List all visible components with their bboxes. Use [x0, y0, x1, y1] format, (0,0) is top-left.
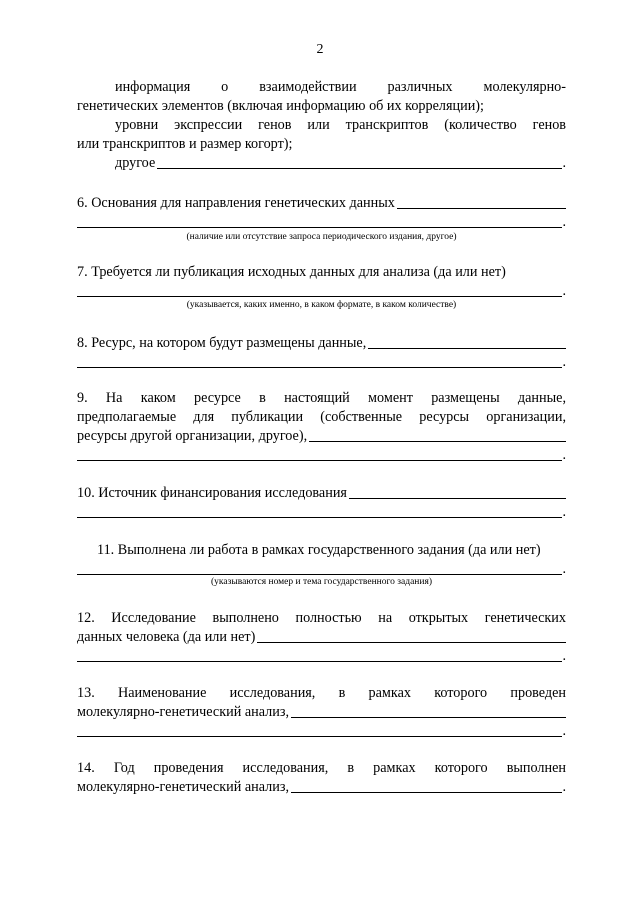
item-9-label: ресурсы другой организации, другое),	[77, 428, 308, 444]
end-mark: .	[562, 214, 566, 230]
item-8-field-line2[interactable]	[77, 367, 562, 368]
item-8-label: 8. Ресурс, на котором будут размещены данные,	[77, 335, 367, 351]
paragraph-interactions: информация о взаимодействии различных молекулярно-	[115, 79, 566, 95]
item-14-label: молекулярно-генетический анализ,	[77, 779, 289, 795]
item-6-field-line2[interactable]	[77, 227, 562, 228]
end-mark: .	[562, 155, 566, 171]
other-label: другое	[115, 155, 156, 171]
item-8-field[interactable]	[368, 334, 566, 349]
item-14	[77, 759, 566, 797]
end-mark: .	[562, 723, 566, 739]
item-6	[77, 194, 566, 232]
item-10-field-line2[interactable]	[77, 517, 562, 518]
item-11-field[interactable]	[77, 574, 562, 575]
item-11-label: 11. Выполнена ли работа в рамках государственного задания (да или нет)	[97, 542, 541, 558]
end-mark: .	[562, 504, 566, 520]
item-14-line1: 14. Год проведения исследования, в рамках которого выполнен	[77, 760, 566, 776]
item-13	[77, 684, 566, 741]
item-13-line1: 13. Наименование исследования, в рамках которого проведен	[77, 685, 566, 701]
item-13-label: молекулярно-генетический анализ,	[77, 704, 289, 720]
other-row	[77, 154, 566, 173]
item-10-label: 10. Источник финансирования исследования	[77, 485, 347, 501]
end-mark: .	[562, 648, 566, 664]
item-9-line1: 9. На каком ресурсе в настоящий момент размещены данные,	[77, 390, 566, 406]
item-14-field[interactable]	[291, 778, 562, 793]
end-mark: .	[562, 354, 566, 370]
other-field[interactable]	[157, 154, 562, 169]
item-6-field[interactable]	[397, 194, 566, 209]
item-12-field[interactable]	[257, 628, 566, 643]
paragraph-interactions-cont: генетических элементов (включая информацию об их корреляции);	[77, 98, 484, 114]
item-7-field[interactable]	[77, 296, 562, 297]
end-mark: .	[562, 561, 566, 577]
item-10-field[interactable]	[349, 484, 566, 499]
item-11	[77, 541, 566, 579]
item-7-label: 7. Требуется ли публикация исходных данных для анализа (да или нет)	[77, 264, 506, 280]
end-mark: .	[562, 779, 566, 795]
item-7	[77, 263, 566, 301]
item-12-line1: 12. Исследование выполнено полностью на открытых генетических	[77, 610, 566, 626]
item-7-note: (указывается, каких именно, в каком формате, в каком количестве)	[186, 300, 457, 310]
item-8	[77, 334, 566, 372]
item-9-line2: предполагаемые для публикации (собственные ресурсы организации,	[77, 409, 566, 425]
paragraph-expression: уровни экспрессии генов или транскриптов (количество генов	[115, 117, 566, 133]
item-13-field-line2[interactable]	[77, 736, 562, 737]
section-intro	[77, 78, 566, 173]
item-9	[77, 389, 566, 465]
item-9-field-line2[interactable]	[77, 460, 562, 461]
item-6-label: 6. Основания для направления генетических данных	[77, 195, 395, 211]
item-10	[77, 484, 566, 522]
item-9-field[interactable]	[309, 427, 566, 442]
item-13-field[interactable]	[291, 703, 566, 718]
item-11-note: (указываются номер и тема государственного задания)	[210, 577, 432, 587]
item-12-field-line2[interactable]	[77, 661, 562, 662]
item-6-note: (наличие или отсутствие запроса периодического издания, другое)	[186, 232, 457, 242]
item-12	[77, 609, 566, 666]
end-mark: .	[562, 283, 566, 299]
paragraph-expression-cont: или транскриптов и размер когорт);	[77, 136, 293, 152]
page-number: 2	[316, 42, 324, 57]
item-12-label: данных человека (да или нет)	[77, 629, 256, 645]
end-mark: .	[562, 447, 566, 463]
